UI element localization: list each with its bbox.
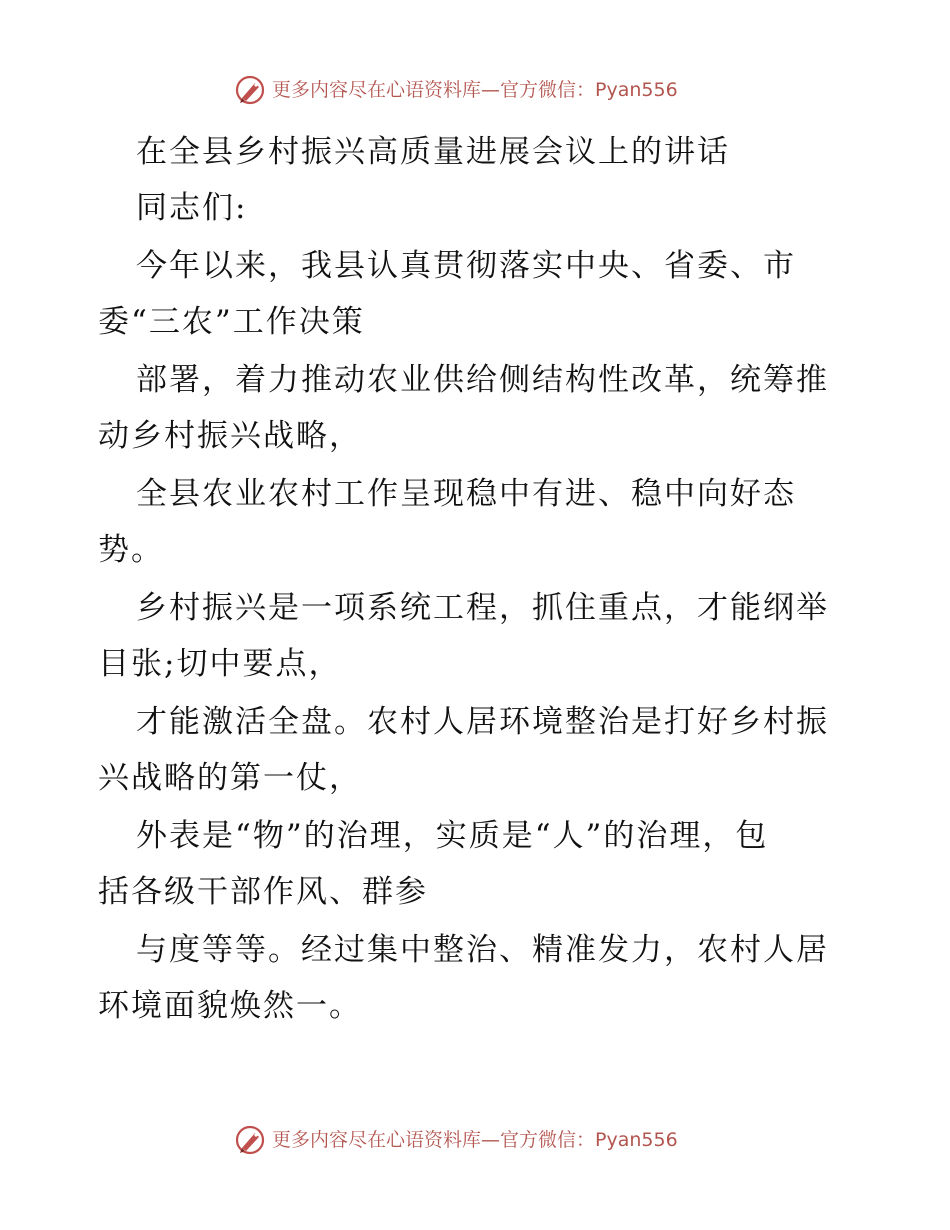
paragraph-line: 部署，着力推动农业供给侧结构性改革，统筹推 [136, 362, 829, 398]
paragraph-line: 目张;切中要点， [98, 646, 342, 682]
paragraph-line: 委“三农”工作决策 [98, 304, 365, 340]
footer-watermark [234, 1122, 754, 1158]
salutation: 同志们: [136, 190, 248, 226]
paragraph-line: 势。 [98, 532, 164, 568]
paragraph-line: 全县农业农村工作呈现稳中有进、稳中向好态 [136, 476, 796, 512]
header-watermark [234, 72, 754, 108]
watermark-text: 更多内容尽在心语资料库—官方微信：Pyan556 [272, 1128, 678, 1151]
paragraph-line: 才能激活全盘。农村人居环境整治是打好乡村振 [136, 704, 829, 740]
paragraph-line: 外表是“物”的治理，实质是“人”的治理，包 [136, 818, 769, 854]
paragraph-line: 动乡村振兴战略， [98, 418, 362, 454]
paragraph-line: 今年以来，我县认真贯彻落实中央、省委、市 [136, 248, 796, 284]
paragraph-line: 括各级干部作风、群参 [98, 874, 428, 910]
paragraph-line: 与度等等。经过集中整治、精准发力，农村人居 [136, 932, 829, 968]
paragraph-line: 兴战略的第一仗， [98, 760, 362, 796]
document-title: 在全县乡村振兴高质量进展会议上的讲话 [136, 134, 730, 170]
watermark-text: 更多内容尽在心语资料库—官方微信：Pyan556 [272, 78, 678, 101]
paragraph-line: 乡村振兴是一项系统工程，抓住重点，才能纲举 [136, 590, 829, 626]
pen-logo-icon [234, 1124, 266, 1156]
paragraph-line: 环境面貌焕然一。 [98, 988, 362, 1024]
document-body [98, 124, 858, 1034]
pen-logo-icon [234, 74, 266, 106]
